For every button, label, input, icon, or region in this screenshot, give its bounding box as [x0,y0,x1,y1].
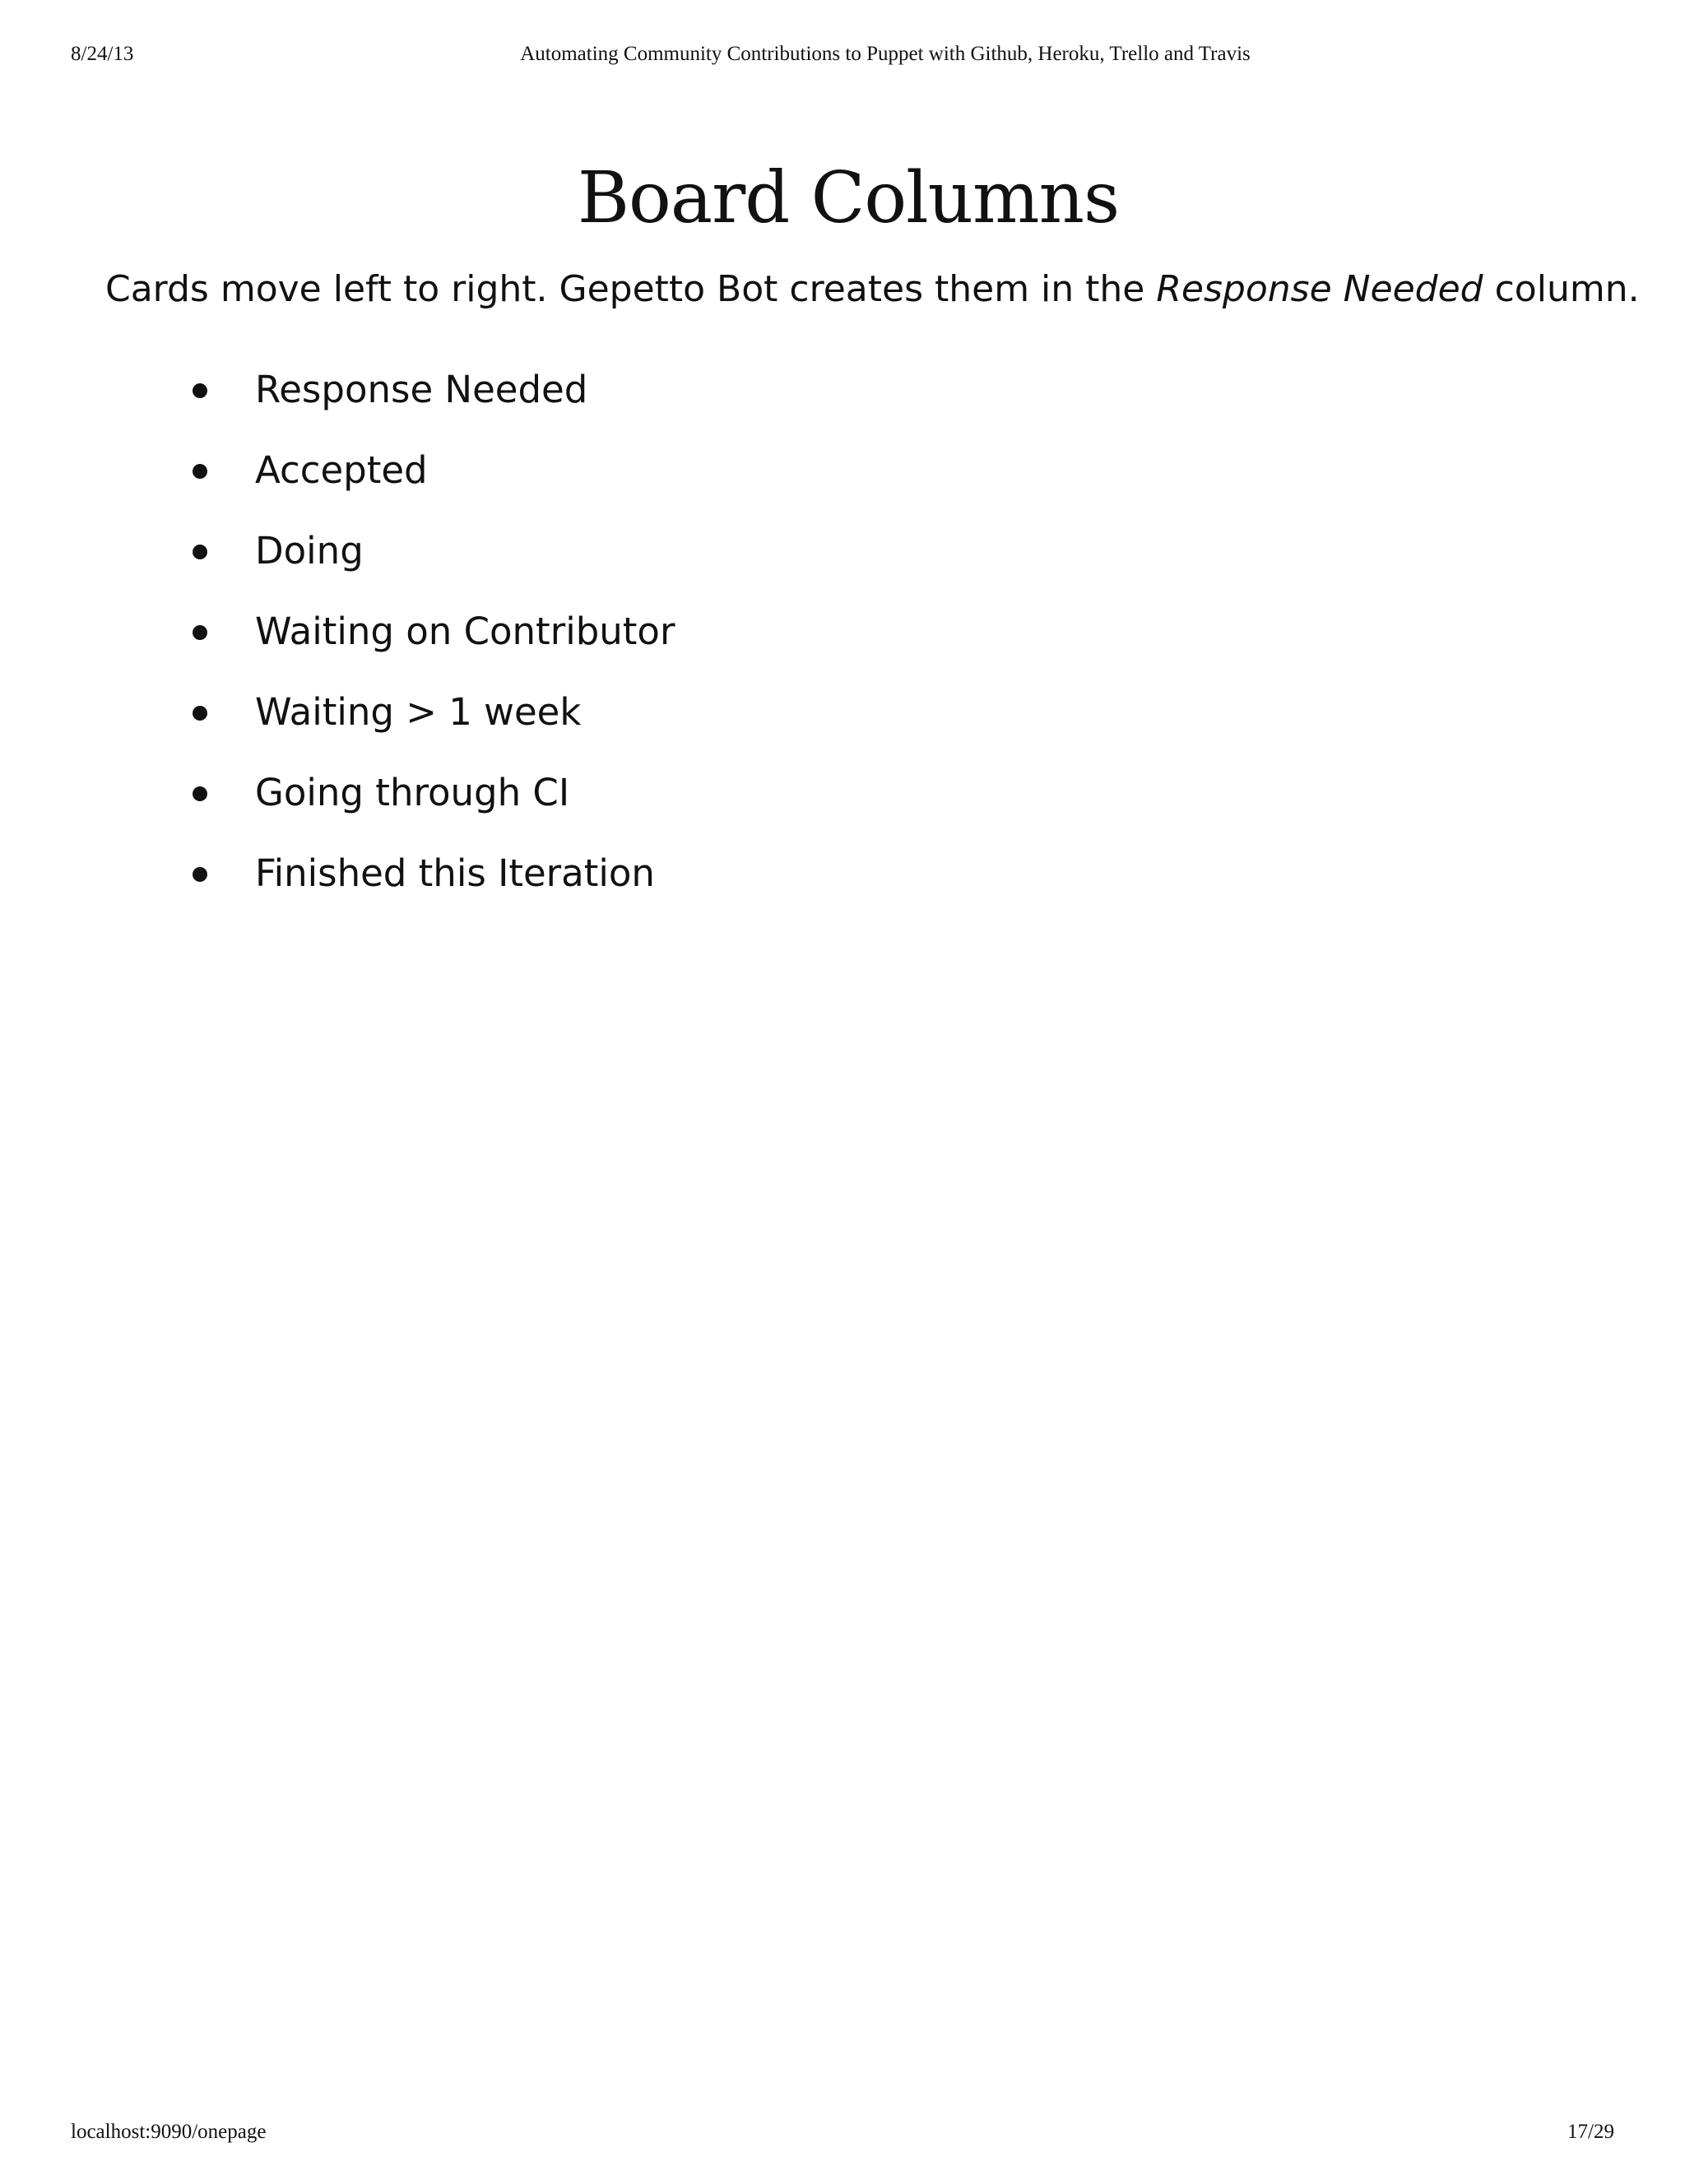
list-item-label: Waiting > 1 week [255,690,582,734]
list-item-label: Finished this Iteration [255,851,655,895]
print-header [0,43,1685,71]
print-date: 8/24/13 [71,43,134,65]
list-item-label: Doing [255,529,364,573]
bullet-icon [193,786,207,801]
list-item-label: Response Needed [255,368,588,411]
document-title: Automating Community Contributions to Puppet with Github, Heroku, Trello and Travis [520,43,1251,65]
intro-emphasis: Response Needed [1156,268,1483,310]
page-url: localhost:9090/onepage [71,2121,267,2143]
intro-text-end: column. [1483,268,1640,310]
bullet-icon [193,383,207,398]
intro-paragraph [105,265,1640,314]
bullet-icon [193,706,207,721]
page-number: 17/29 [1567,2121,1614,2143]
bullet-icon [193,625,207,640]
list-item-label: Accepted [255,448,428,492]
bullet-icon [193,464,207,479]
list-item-label: Waiting on Contributor [255,610,675,653]
list-item-label: Going through CI [255,771,570,814]
print-footer [0,2121,1685,2149]
intro-text-start: Cards move left to right. Gepetto Bot creates them in the [105,268,1157,310]
slide-title: Board Columns [577,157,1120,239]
bullet-icon [193,867,207,882]
bullet-icon [193,545,207,559]
